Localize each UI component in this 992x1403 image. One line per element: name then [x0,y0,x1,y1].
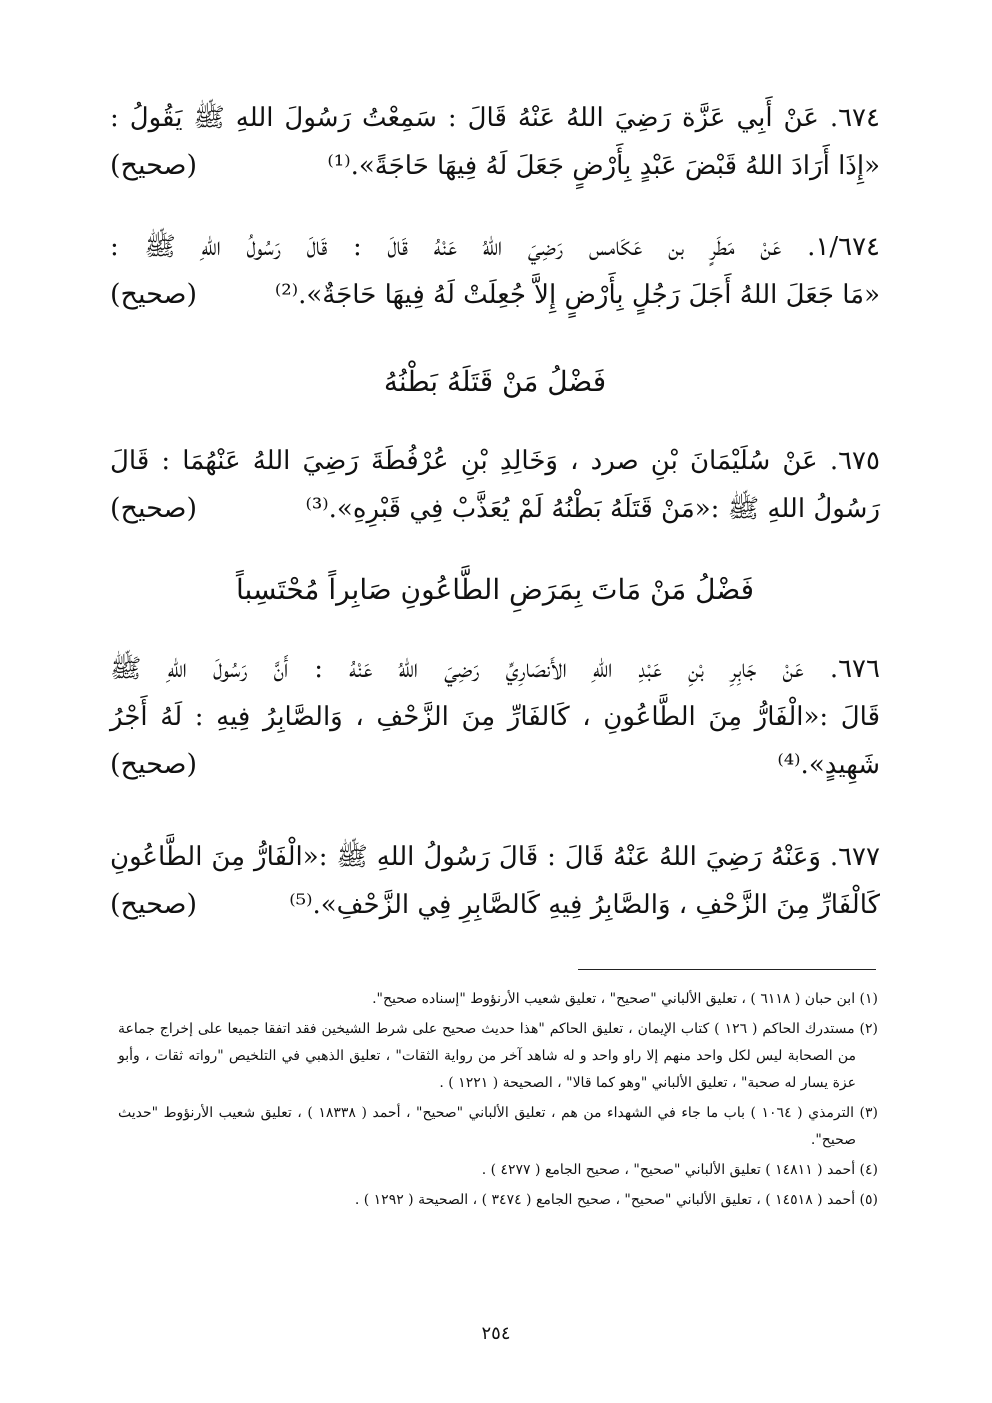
footnote: (٣) الترمذي ( ١٠٦٤ ) باب ما جاء في الشهداء من هم ، تعليق الألباني "صحيح" ، أحمد ( ١٨٣٣٨ ) ، تعليق شعيب الأرنؤوط "حديث صحيح". [118,1105,879,1148]
footnote-separator [578,969,876,970]
hadith-text-line: ٦٧٥. عَنْ سُلَيْمَانَ بْنِ صرد ، وَخَالِدِ بْنِ عُرْفُطَةَ رَضِيَ اللهُ عَنْهُمَا : قَالَ [110,446,880,476]
hadith-676 [110,645,880,789]
hadith-text-line: «إِذَا أَرَادَ اللهُ قَبْضَ عَبْدٍ بِأَرْضٍ جَعَلَ لَهُ فِيهَا حَاجَةً».⁽¹⁾ [327,151,880,181]
grade-label: (صحيح) [110,150,197,181]
footnote: (١) ابن حبان ( ٦١١٨ ) ، تعليق الألباني "صحيح" ، تعليق شعيب الأرنؤوط "إسناده صحيح". [372,991,878,1007]
page-number: ٢٥٤ [481,1323,511,1344]
footnote: (٢) مستدرك الحاكم ( ١٢٦ ) كتاب الإيمان ، تعليق الحاكم "هذا حديث صحيح على شرط الشيخين فقد اتفقا جميعا على إخراج جماعة من الصحابة ليس لكل واحد منهم إلا راو واحد و له شاهد آخر من رواية الثقات" ، تعليق الذهبي في التلخيص "رواته ثقات ، وأبو عزة يسار له صحبة" ، تعليق الألباني "وهو كما قالا" ، الصحيحة ( ١٢٢١ ) . [118,1021,878,1091]
hadith-text-line: قَالَ :«الْفَارُّ مِنَ الطَّاعُونِ ، كَالفَارِّ مِنَ الزَّحْفِ ، وَالصَّابِرُ فِيهِ : لَهُ أَجْرُ [110,702,880,732]
hadith-text-line: «مَا جَعَلَ اللهُ أَجَلَ رَجُلٍ بِأَرْضٍ إِلاَّ جُعِلَتْ لَهُ فِيهَا حَاجَةٌ».⁽²⁾ [274,280,880,310]
hadith-text-line: ٦٧٦. عَنْ جَابِرِ بْنِ عَبْدِ اللهِ الأَنصَارِيِّ رَضِيَ اللهُ عَنْهُ : أَنَّ رَسُولَ اللهِ ﷺ [110,654,880,684]
hadith-text-line: رَسُولُ اللهِ ﷺ :«مَنْ قَتَلَهُ بَطْنُهُ لَمْ يُعَذَّبْ فِي قَبْرِهِ».⁽³⁾ [305,494,880,524]
hadith-674 [110,94,880,190]
hadith-text-line: كَالْفَارِّ مِنَ الزَّحْفِ ، وَالصَّابِرُ فِيهِ كَالصَّابِرِ فِي الزَّحْفِ».⁽⁵⁾ [289,890,880,920]
grade-label: (صحيح) [110,493,197,524]
hadith-text-line: ١/٦٧٤. عَنْ مَطَرٍ بن عَكَامس رَضِيَ اللهُ عَنْهُ قَالَ : قَالَ رَسُولُ اللهِ ﷺ : [110,232,880,262]
grade-label: (صحيح) [110,749,197,780]
hadith-text-line: ٦٧٤. عَنْ أَبِي عَزَّة رَضِيَ اللهُ عَنْهُ قَالَ : سَمِعْتُ رَسُولَ اللهِ ﷺ يَقُولُ : [110,103,880,133]
hadith-text-line: شَهِيدٍ».⁽⁴⁾ [777,750,880,780]
grade-label: (صحيح) [110,279,197,310]
footnotes [118,986,878,1217]
section-heading: فَضْلُ مَنْ مَاتَ بِمَرَضِ الطَّاعُونِ صَابِراً مُحْتَسِباً [235,573,755,606]
hadith-677 [110,833,880,929]
hadith-674-1 [110,223,880,319]
section-heading: فَضْلُ مَنْ قَتَلَهُ بَطْنُهُ [383,365,607,398]
footnote: (٤) أحمد ( ١٤٨١١ ) تعليق الألباني "صحيح" ، صحيح الجامع ( ٤٢٧٧ ) . [481,1162,878,1178]
hadith-675 [110,437,880,533]
grade-label: (صحيح) [110,889,197,920]
footnote: (٥) أحمد ( ١٤٥١٨ ) ، تعليق الألباني "صحيح" ، صحيح الجامع ( ٣٤٧٤ ) ، الصحيحة ( ١٢٩٢ ) . [354,1192,878,1208]
hadith-text-line: ٦٧٧. وَعَنْهُ رَضِيَ اللهُ عَنْهُ قَالَ : قَالَ رَسُولُ اللهِ ﷺ :«الْفَارُّ مِنَ الطَّاعُونِ [110,842,880,872]
